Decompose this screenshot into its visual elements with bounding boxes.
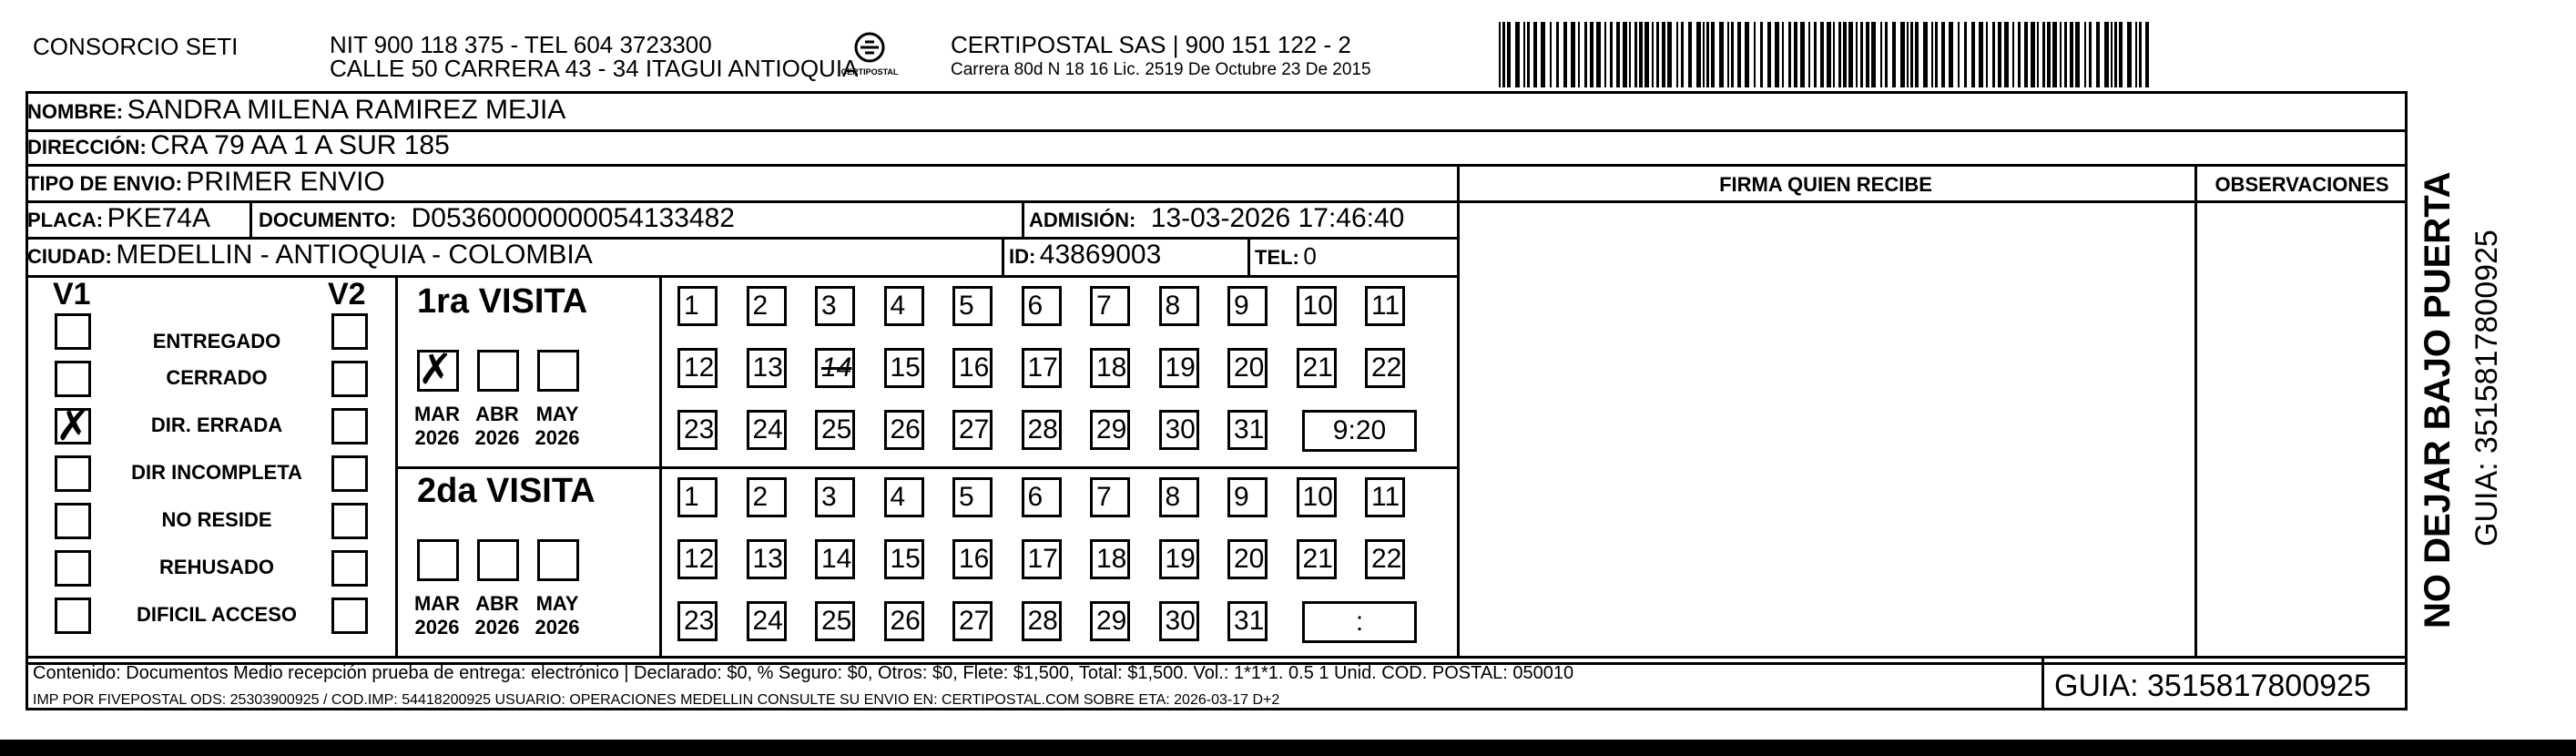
day-box[interactable]: 28 — [1022, 410, 1062, 450]
day-box[interactable]: 25 — [815, 410, 855, 450]
v1-header: V1 — [53, 277, 91, 312]
observaciones-header: OBSERVACIONES — [2215, 173, 2389, 196]
status-option-label: CERRADO — [166, 366, 268, 389]
id-value: 43869003 — [1039, 240, 1162, 270]
courier-line: CERTIPOSTAL SAS | 900 151 122 - 2 — [951, 31, 1351, 58]
signature-area[interactable] — [1461, 204, 2193, 654]
address-line: CALLE 50 CARRERA 43 - 34 ITAGUI ANTIOQUIA — [330, 55, 859, 82]
day-box[interactable]: 18 — [1090, 539, 1130, 579]
day-box[interactable]: 21 — [1297, 539, 1337, 579]
barcode — [1499, 22, 2154, 87]
side-guia: GUIA: 3515817800925 — [2469, 230, 2504, 547]
day-box[interactable]: 9 — [1227, 286, 1268, 326]
v1-checkbox[interactable] — [55, 503, 91, 539]
nombre-row — [27, 95, 565, 126]
side-warning: NO DEJAR BAJO PUERTA — [2418, 171, 2458, 628]
day-box[interactable]: 23 — [677, 601, 718, 641]
day-box[interactable]: 7 — [1090, 286, 1130, 326]
status-option-label: ENTREGADO — [152, 330, 281, 352]
month-label — [528, 592, 586, 639]
visit2-title: 2da VISITA — [417, 472, 596, 510]
day-box[interactable]: 10 — [1297, 286, 1337, 326]
day-box[interactable]: 16 — [952, 348, 993, 388]
status-option-label: DIFICIL ACCESO — [136, 603, 297, 626]
month-label — [468, 592, 526, 639]
month-year: 2026 — [535, 426, 580, 449]
day-box[interactable]: 2 — [747, 477, 787, 517]
day-box[interactable]: 4 — [884, 477, 924, 517]
month-checkbox[interactable] — [477, 350, 519, 392]
v1-checkbox[interactable] — [55, 361, 91, 397]
tipo-label: TIPO DE ENVIO: — [27, 172, 182, 195]
day-box[interactable]: 18 — [1090, 348, 1130, 388]
day-box[interactable]: 17 — [1022, 348, 1062, 388]
month-year: 2026 — [535, 616, 580, 639]
day-box[interactable]: 27 — [952, 410, 993, 450]
ciudad-label: CIUDAD: — [27, 245, 112, 268]
day-box[interactable]: 20 — [1227, 539, 1268, 579]
id-field — [1009, 240, 1161, 271]
tipo-value: PRIMER ENVIO — [186, 167, 385, 197]
status-option-label: DIR INCOMPLETA — [131, 461, 302, 484]
day-box[interactable]: 11 — [1365, 286, 1405, 326]
placa-label: PLACA: — [27, 209, 104, 231]
v2-checkbox[interactable] — [331, 455, 368, 492]
v1-checkbox[interactable] — [55, 550, 91, 587]
day-box[interactable]: 25 — [815, 601, 855, 641]
day-box[interactable]: 11 — [1365, 477, 1405, 517]
direccion-value: CRA 79 AA 1 A SUR 185 — [150, 130, 450, 160]
day-box[interactable]: 3 — [815, 286, 855, 326]
day-box[interactable]: 3 — [815, 477, 855, 517]
month-checkbox[interactable] — [537, 539, 579, 581]
certipostal-logo — [838, 27, 901, 82]
day-box[interactable]: 6 — [1022, 477, 1062, 517]
status-option-label: NO RESIDE — [161, 508, 272, 531]
day-box[interactable]: 27 — [952, 601, 993, 641]
license-line: Carrera 80d N 18 16 Lic. 2519 De Octubre 23 De 2015 — [951, 60, 1371, 79]
nombre-value: SANDRA MILENA RAMIREZ MEJIA — [127, 95, 566, 125]
time-box[interactable]: 9:20 — [1302, 410, 1417, 452]
month-year: 2026 — [414, 616, 460, 639]
day-box[interactable]: 12 — [677, 348, 718, 388]
month-name: MAY — [535, 403, 579, 425]
day-box[interactable]: 20 — [1227, 348, 1268, 388]
day-box[interactable]: 14 — [815, 539, 855, 579]
month-checkbox[interactable] — [417, 539, 459, 581]
day-box[interactable]: 1 — [677, 477, 718, 517]
day-box[interactable]: 2 — [747, 286, 787, 326]
day-box[interactable]: 9 — [1227, 477, 1268, 517]
month-label — [528, 403, 586, 450]
footer-frame — [25, 656, 2408, 710]
v1-checkbox[interactable] — [55, 401, 91, 450]
day-box[interactable]: 15 — [884, 348, 924, 388]
day-box[interactable]: 19 — [1159, 539, 1199, 579]
v2-checkbox[interactable] — [331, 408, 368, 444]
tipo-row — [27, 167, 385, 198]
contenido-text: Contenido: Documentos Medio recepción prueba de entrega: electrónico | Declarado: $0, % Seguro: $0, Otros: $0, Flete: $1,500, Total: $1,500. Vol.: 1*1*1. 0.5 1 Unid. COD. POSTAL: 050010 — [33, 663, 1574, 683]
firma-header: FIRMA QUIEN RECIBE — [1719, 173, 1932, 196]
day-box[interactable]: 21 — [1297, 348, 1337, 388]
day-box[interactable]: 10 — [1297, 477, 1337, 517]
day-box[interactable]: 19 — [1159, 348, 1199, 388]
direccion-row — [27, 130, 450, 161]
month-year: 2026 — [474, 616, 520, 639]
day-box[interactable]: 31 — [1227, 601, 1268, 641]
month-checkbox[interactable] — [417, 344, 459, 393]
v2-header: V2 — [328, 277, 366, 312]
logo-text: CERTIPOSTAL — [840, 67, 899, 77]
month-name: MAY — [535, 592, 579, 615]
month-checkbox[interactable] — [537, 350, 579, 392]
placa-row — [27, 203, 210, 234]
v2-checkbox[interactable] — [331, 361, 368, 397]
documento-label: DOCUMENTO: — [259, 209, 397, 231]
bottom-bar — [0, 740, 2576, 756]
day-box[interactable]: 22 — [1365, 539, 1405, 579]
ciudad-value: MEDELLIN - ANTIOQUIA - COLOMBIA — [116, 240, 593, 270]
tel-field — [1255, 242, 1317, 271]
day-box[interactable]: 22 — [1365, 348, 1405, 388]
month-checkbox[interactable] — [477, 539, 519, 581]
month-label — [408, 403, 466, 450]
day-box[interactable]: 13 — [747, 539, 787, 579]
nombre-label: NOMBRE: — [27, 100, 124, 123]
ciudad-row — [27, 240, 593, 271]
day-box[interactable]: 5 — [952, 286, 993, 326]
day-box[interactable]: 6 — [1022, 286, 1062, 326]
status-option-label: REHUSADO — [159, 556, 274, 578]
v1-check-mark: ✗ — [56, 401, 91, 450]
day-box[interactable]: 1 — [677, 286, 718, 326]
v2-checkbox[interactable] — [331, 313, 368, 350]
month-year: 2026 — [414, 426, 460, 449]
month-name: MAR — [413, 592, 461, 615]
v1-checkbox[interactable] — [55, 455, 91, 492]
month-name: MAR — [413, 403, 461, 425]
day-box[interactable]: 30 — [1159, 410, 1199, 450]
day-box[interactable]: 8 — [1159, 477, 1199, 517]
v1-checkbox[interactable] — [55, 598, 91, 634]
day-box[interactable]: 17 — [1022, 539, 1062, 579]
day-box[interactable]: 29 — [1090, 410, 1130, 450]
month-label — [468, 403, 526, 450]
v1-checkbox[interactable] — [55, 313, 91, 350]
day-box[interactable]: 12 — [677, 539, 718, 579]
company-name: CONSORCIO SETI — [33, 33, 239, 60]
day-box[interactable]: 4 — [884, 286, 924, 326]
id-label: ID: — [1009, 245, 1036, 268]
day-box[interactable]: 30 — [1159, 601, 1199, 641]
day-box[interactable]: 14 — [815, 348, 855, 388]
status-option-label: DIR. ERRADA — [150, 414, 283, 436]
placa-value: PKE74A — [107, 203, 210, 233]
month-label — [408, 592, 466, 639]
month-name: ABR — [475, 592, 519, 615]
day-box[interactable]: 28 — [1022, 601, 1062, 641]
day-box[interactable]: 26 — [884, 601, 924, 641]
admision-value: 13-03-2026 17:46:40 — [1150, 203, 1405, 233]
imp-text: IMP POR FIVEPOSTAL ODS: 25303900925 / COD.IMP: 54418200925 USUARIO: OPERACIONES MEDELLIN CONSULTE SU ENVIO EN: CERTIPOSTAL.COM SOBRE ETA: 2026-03-17 D+2 — [33, 692, 1280, 708]
month-check-mark: ✗ — [418, 344, 453, 393]
month-name: ABR — [475, 403, 519, 425]
day-box[interactable]: 8 — [1159, 286, 1199, 326]
day-box[interactable]: 24 — [747, 410, 787, 450]
nit-line: NIT 900 118 375 - TEL 604 3723300 — [330, 31, 712, 58]
observaciones-area[interactable] — [2198, 204, 2406, 654]
day-box[interactable]: 5 — [952, 477, 993, 517]
tel-value: 0 — [1303, 242, 1317, 270]
day-box[interactable]: 7 — [1090, 477, 1130, 517]
time-box[interactable]: : — [1302, 601, 1417, 643]
v2-checkbox[interactable] — [331, 503, 368, 539]
footer-guia: GUIA: 3515817800925 — [2054, 669, 2371, 703]
day-box[interactable]: 23 — [677, 410, 718, 450]
documento-value: D05360000000054133482 — [411, 203, 735, 233]
day-box[interactable]: 24 — [747, 601, 787, 641]
day-box[interactable]: 29 — [1090, 601, 1130, 641]
day-box[interactable]: 13 — [747, 348, 787, 388]
admision-field — [1029, 203, 1404, 234]
documento-field — [259, 203, 735, 234]
direccion-label: DIRECCIÓN: — [27, 136, 147, 158]
day-box[interactable]: 16 — [952, 539, 993, 579]
v2-checkbox[interactable] — [331, 598, 368, 634]
month-year: 2026 — [474, 426, 520, 449]
day-box[interactable]: 15 — [884, 539, 924, 579]
day-box[interactable]: 26 — [884, 410, 924, 450]
v2-checkbox[interactable] — [331, 550, 368, 587]
day-box[interactable]: 31 — [1227, 410, 1268, 450]
tel-label: TEL: — [1255, 246, 1299, 269]
visit1-title: 1ra VISITA — [417, 282, 588, 321]
admision-label: ADMISIÓN: — [1029, 209, 1136, 231]
